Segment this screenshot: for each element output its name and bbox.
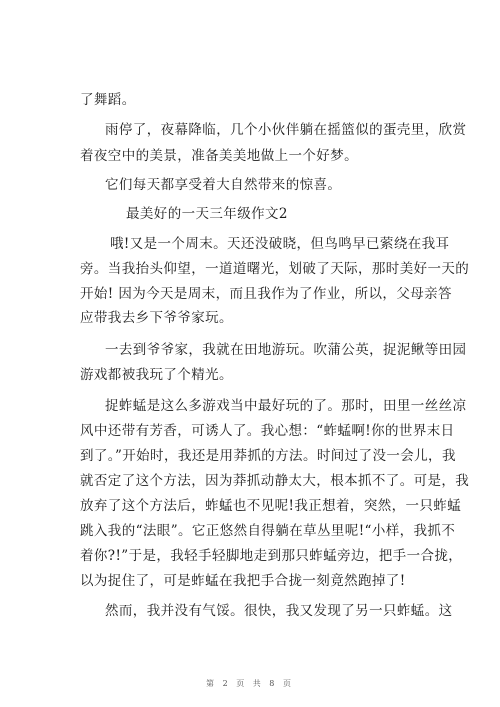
text-line: 了舞蹈。 — [80, 92, 136, 108]
text-line: 捉蚱蜢是这么多游戏当中最好玩的了。那时，田里一丝丝凉 — [105, 398, 467, 414]
text-line: 哦!又是一个周末。天还没破晓，但鸟鸣早已萦绕在我耳 — [110, 236, 450, 252]
section-title: 最美好的一天三年级作文2 — [126, 206, 288, 222]
page-number-footer: 第 2 页 共 8 页 — [206, 679, 294, 688]
text-line: 然而，我并没有气馁。很快，我又发现了另一只蚱蜢。这 — [105, 603, 453, 619]
text-line: 到了。”开始时，我还是用莽抓的方法。时间过了没一会儿，我 — [80, 448, 456, 464]
text-line: 就否定了这个方法，因为莽抓动静太大，根本抓不了。可是，我 — [80, 473, 470, 489]
text-line: 风中还带有芳香，可诱人了。我心想：“蚱蜢啊!你的世界末日 — [80, 423, 455, 439]
text-line: 着你?!”于是，我轻手轻脚地走到那只蚱蜢旁边，把手一合拢， — [80, 548, 463, 564]
text-line: 着夜空中的美景，准备美美地做上一个好梦。 — [80, 148, 358, 164]
text-line: 应带我去乡下爷爷家玩。 — [80, 310, 233, 326]
text-line: 它们每天都享受着大自然带来的惊喜。 — [105, 177, 342, 193]
text-line: 旁。当我抬头仰望，一道道曙光，划破了天际，那时美好一天的 — [80, 261, 470, 277]
text-line: 雨停了，夜幕降临，几个小伙伴躺在摇篮似的蛋壳里，欣赏 — [105, 122, 467, 138]
text-line: 开始! 因为今天是周末，而且我作为了作业，所以，父母亲答 — [80, 286, 452, 302]
text-line: 跳入我的“法眼”。它正悠然自得躺在草丛里呢!“小样，我抓不 — [80, 523, 456, 539]
text-line: 一去到爷爷家，我就在田地游玩。吹蒲公英，捉泥鳅等田园 — [105, 342, 467, 358]
text-line: 放弃了这个方法后，蚱蜢也不见呢!我正想着，突然，一只蚱蜢 — [80, 498, 462, 514]
text-line: 游戏都被我玩了个精光。 — [80, 367, 233, 383]
text-line: 以为捉住了，可是蚱蜢在我把手合拢一刻竟然跑掉了! — [80, 573, 406, 589]
